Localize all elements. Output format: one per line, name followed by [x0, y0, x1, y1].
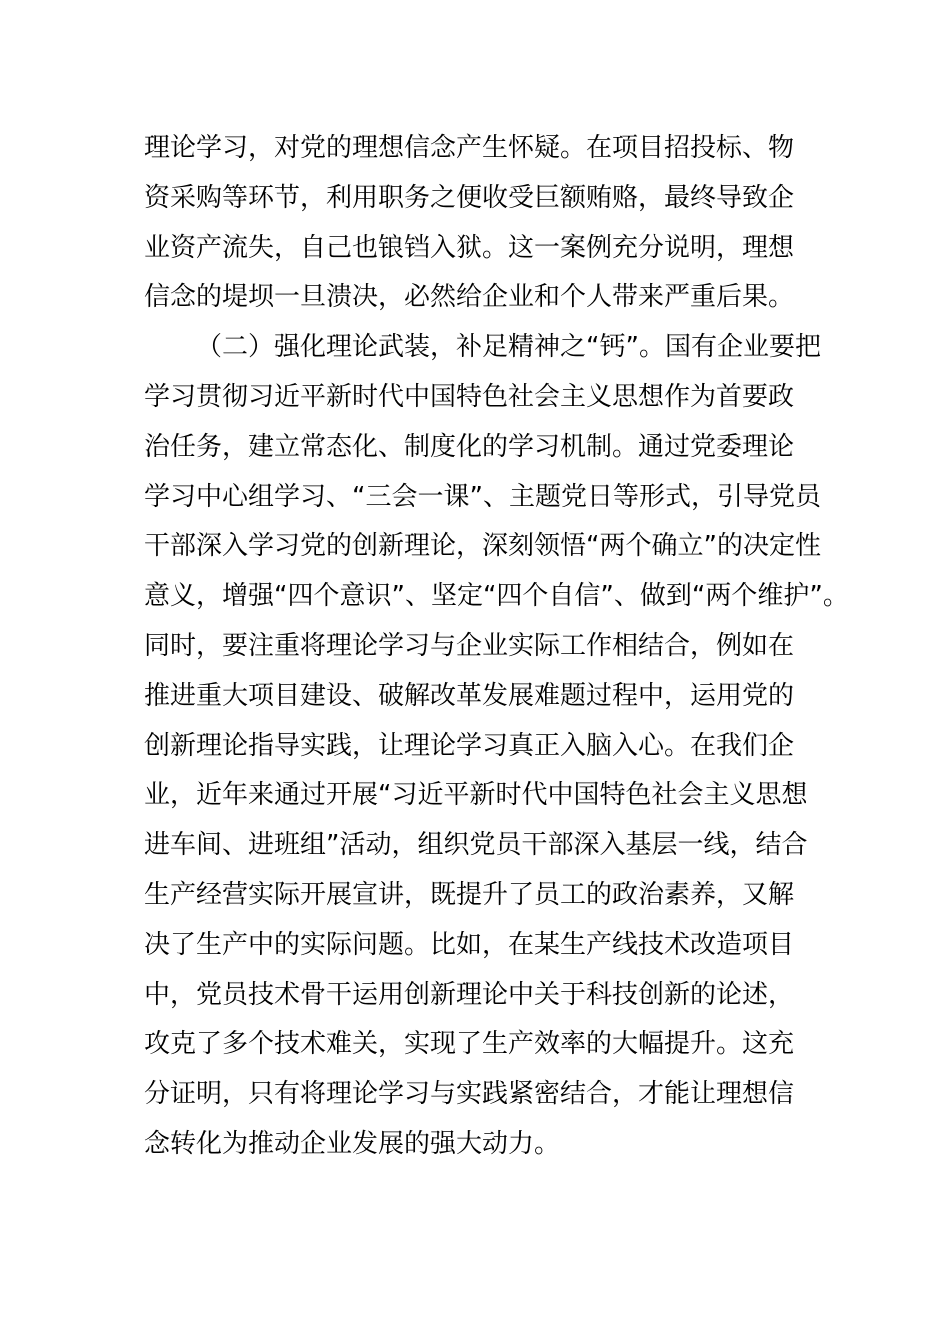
text-line: 业资产流失，自己也锒铛入狱。这一案例充分说明，理想: [144, 232, 795, 263]
text-line: 攻克了多个技术难关，实现了生产效率的大幅提升。这充: [144, 1029, 795, 1060]
text-line: 学习贯彻习近平新时代中国特色社会主义思想作为首要政: [144, 381, 795, 412]
paragraph-2: [144, 323, 849, 1170]
text-line: 生产经营实际开展宣讲，既提升了员工的政治素养，又解: [144, 879, 795, 910]
text-line: 治任务，建立常态化、制度化的学习机制。通过党委理论: [144, 431, 795, 462]
text-line: 意义，增强“四个意识”、坚定“四个自信”、做到“两个维护”。: [144, 581, 849, 612]
text-line: 分证明，只有将理论学习与实践紧密结合，才能让理想信: [144, 1079, 795, 1110]
text-line: 资采购等环节，利用职务之便收受巨额贿赂，最终导致企: [144, 182, 795, 213]
text-line: 干部深入学习党的创新理论，深刻领悟“两个确立”的决定性: [144, 531, 821, 562]
text-line: 同时，要注重将理论学习与企业实际工作相结合，例如在: [144, 630, 795, 661]
text-line: 决了生产中的实际问题。比如，在某生产线技术改造项目: [144, 929, 795, 960]
text-line: 信念的堤坝一旦溃决，必然给企业和个人带来严重后果。: [144, 282, 795, 313]
section-heading-line: （二）强化理论武装，补足精神之“钙”。国有企业要把: [196, 332, 821, 363]
body-text: [144, 124, 849, 1170]
text-line: 创新理论指导实践，让理论学习真正入脑入心。在我们企: [144, 730, 795, 761]
text-line: 中，党员技术骨干运用创新理论中关于科技创新的论述，: [144, 979, 795, 1010]
text-line: 念转化为推动企业发展的强大动力。: [144, 1128, 561, 1159]
text-line: 学习中心组学习、“三会一课”、主题党日等形式，引导党员: [144, 481, 821, 512]
text-line: 业，近年来通过开展“习近平新时代中国特色社会主义思想: [144, 780, 808, 811]
text-line: 推进重大项目建设、破解改革发展难题过程中，运用党的: [144, 680, 795, 711]
text-line: 进车间、进班组”活动，组织党员干部深入基层一线，结合: [144, 830, 808, 861]
paragraph-1: [144, 124, 808, 323]
text-line: 理论学习，对党的理想信念产生怀疑。在项目招投标、物: [144, 133, 795, 163]
